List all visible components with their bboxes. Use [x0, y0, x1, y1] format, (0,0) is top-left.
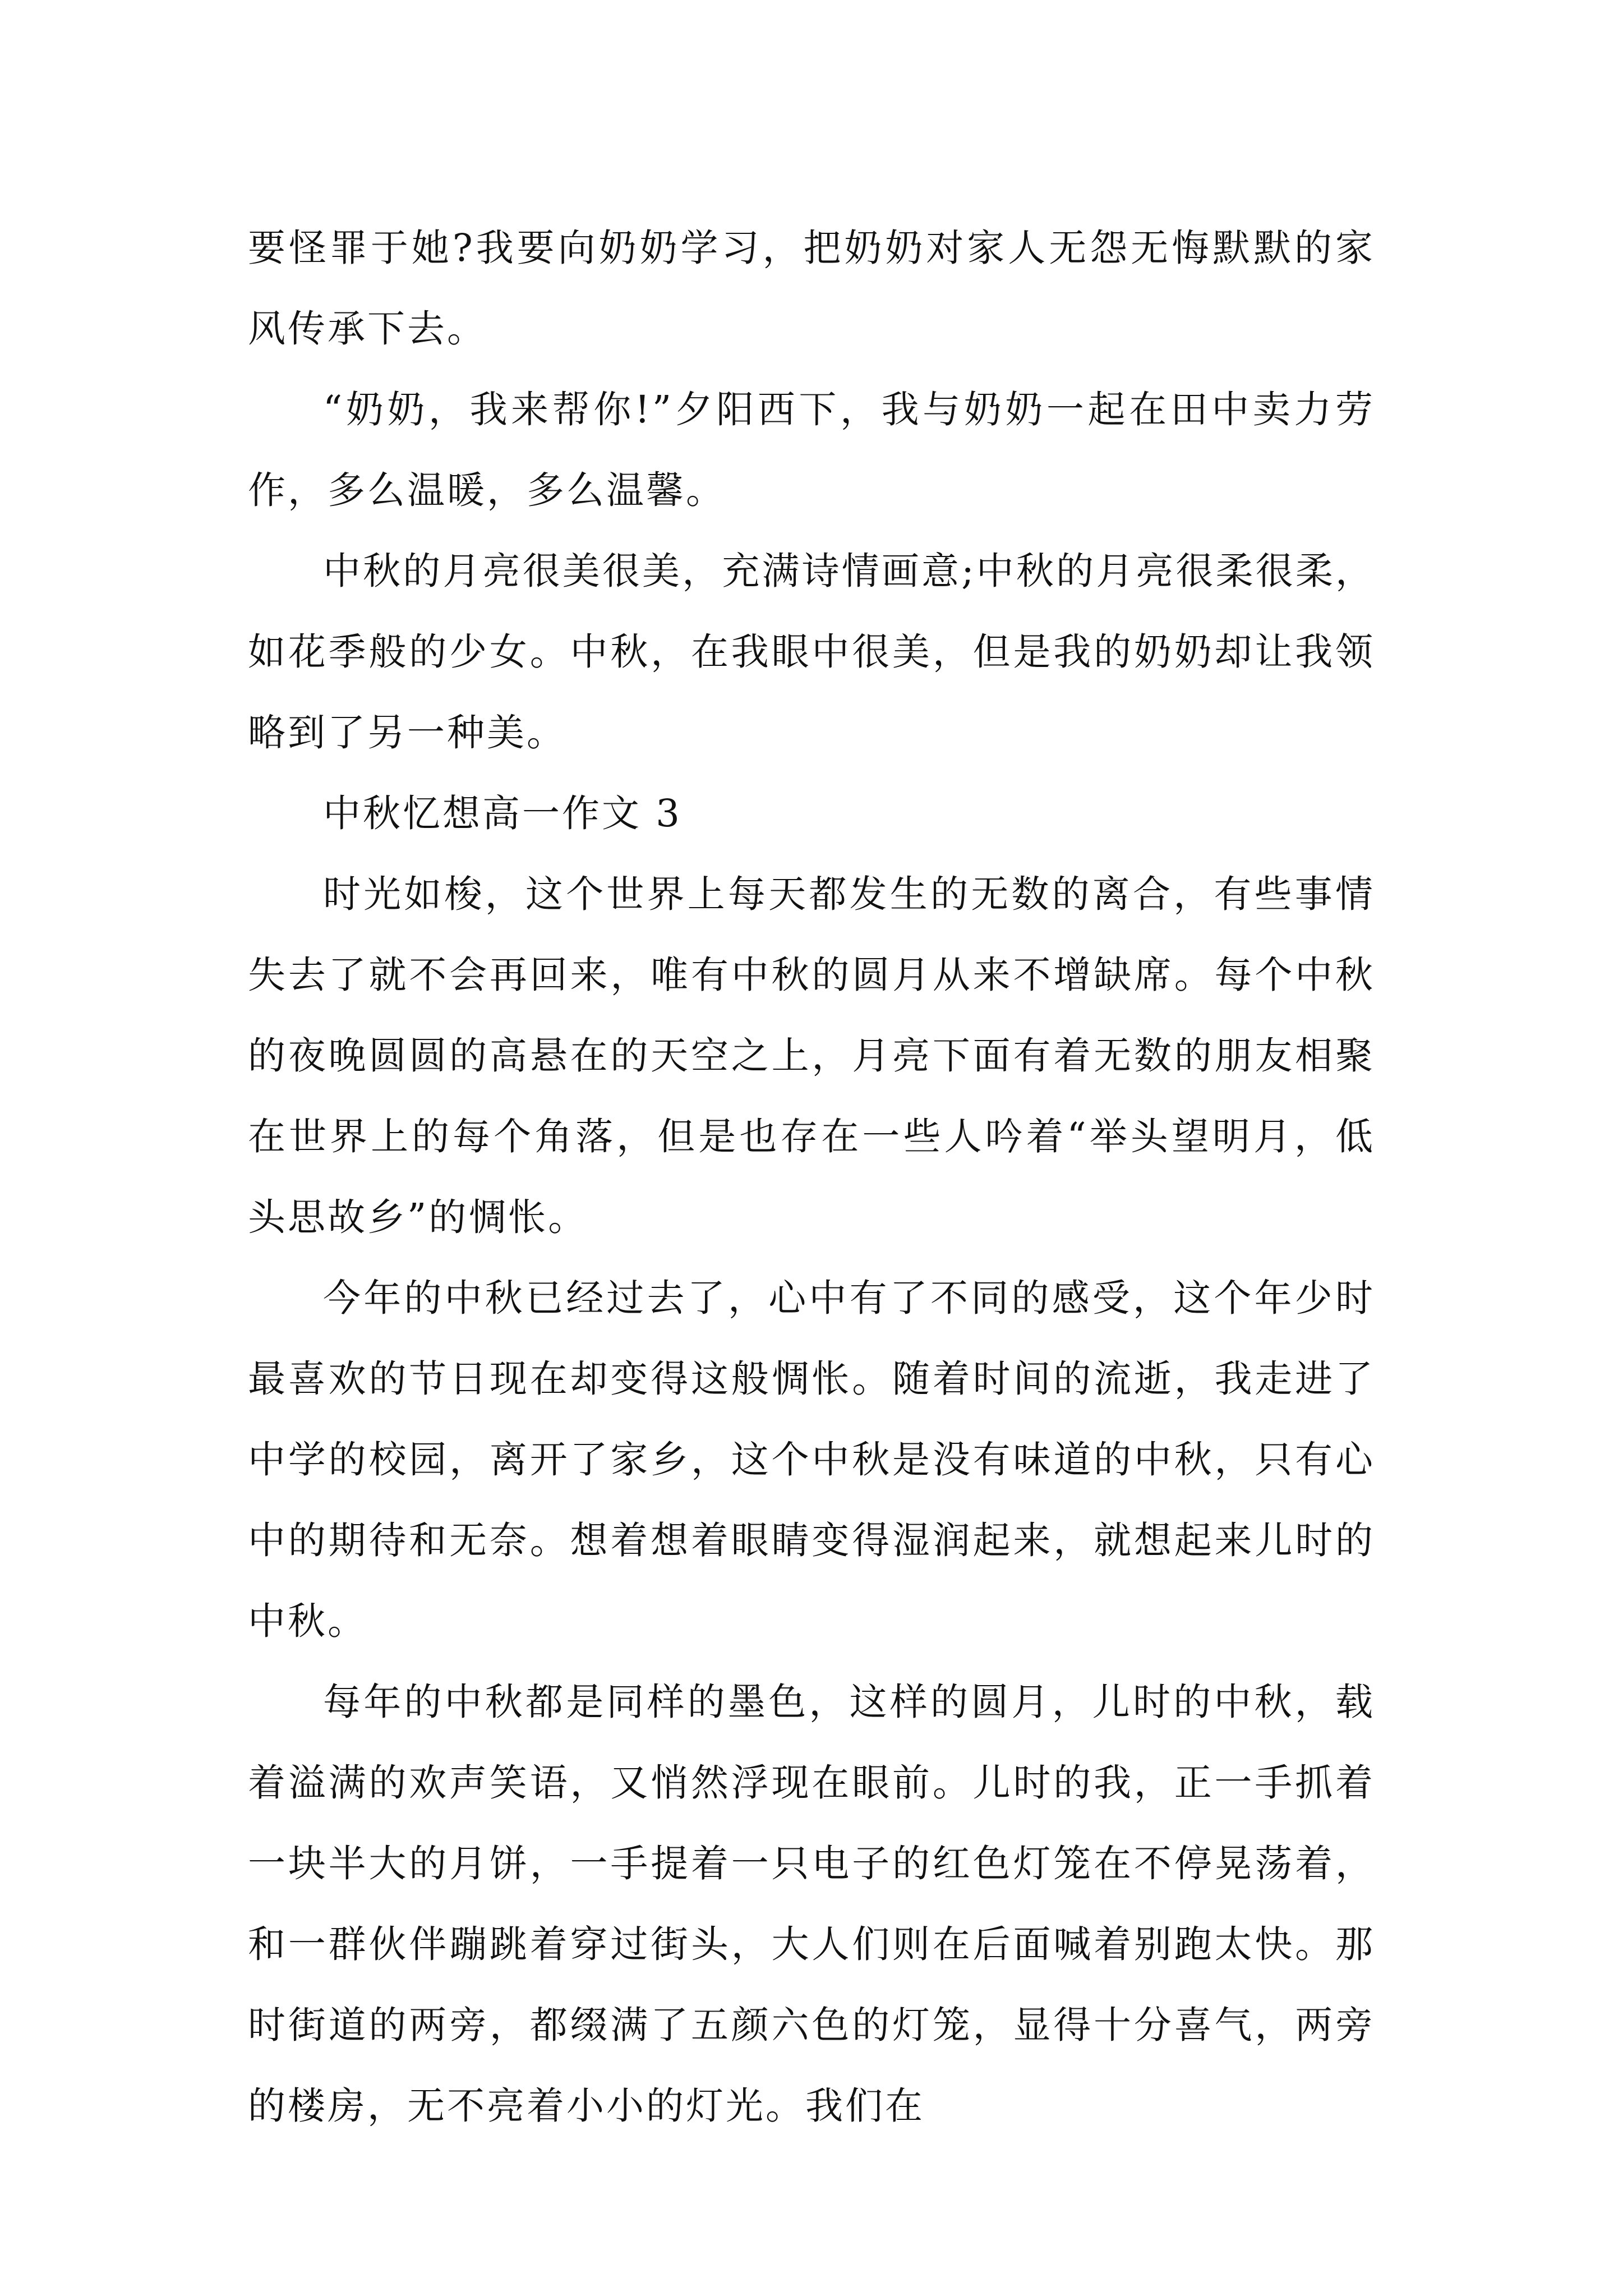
paragraph-6: 每年的中秋都是同样的墨色，这样的圆月，儿时的中秋，载着溢满的欢声笑语，又悄然浮现在眼前。儿时的我，正一手抓着一块半大的月饼，一手提着一只电子的红色灯笼在不停晃荡着，和一群伙伴蹦跳着穿过街头，大人们则在后面喊着别跑太快。那时街道的两旁，都缀满了五颜六色的灯笼，显得十分喜气，两旁的楼房，无不亮着小小的灯光。我们在: [248, 1680, 1375, 2128]
paragraph-3: 中秋的月亮很美很美，充满诗情画意;中秋的月亮很柔很柔，如花季般的少女。中秋，在我眼中很美，但是我的奶奶却让我领略到了另一种美。: [248, 549, 1375, 754]
paragraph-5: 今年的中秋已经过去了，心中有了不同的感受，这个年少时最喜欢的节日现在却变得这般惆怅。随着时间的流逝，我走进了中学的校园，离开了家乡，这个中秋是没有味道的中秋，只有心中的期待和无奈。想着想着眼睛变得湿润起来，就想起来儿时的中秋。: [248, 1276, 1375, 1643]
essay-body: [248, 208, 1375, 2146]
paragraph-2: “奶奶，我来帮你!”夕阳西下，我与奶奶一起在田中卖力劳作，多么温暖，多么温馨。: [248, 388, 1375, 512]
section-heading: 中秋忆想高一作文 3: [323, 792, 682, 835]
paragraph-1: 要怪罪于她?我要向奶奶学习，把奶奶对家人无怨无悔默默的家风传承下去。: [248, 226, 1375, 351]
paragraph-4: 时光如梭，这个世界上每天都发生的无数的离合，有些事情失去了就不会再回来，唯有中秋的圆月从来不增缺席。每个中秋的夜晚圆圆的高悬在的天空之上，月亮下面有着无数的朋友相聚在世界上的每个角落，但是也存在一些人吟着“举头望明月，低头思故乡”的惆怅。: [248, 872, 1375, 1239]
